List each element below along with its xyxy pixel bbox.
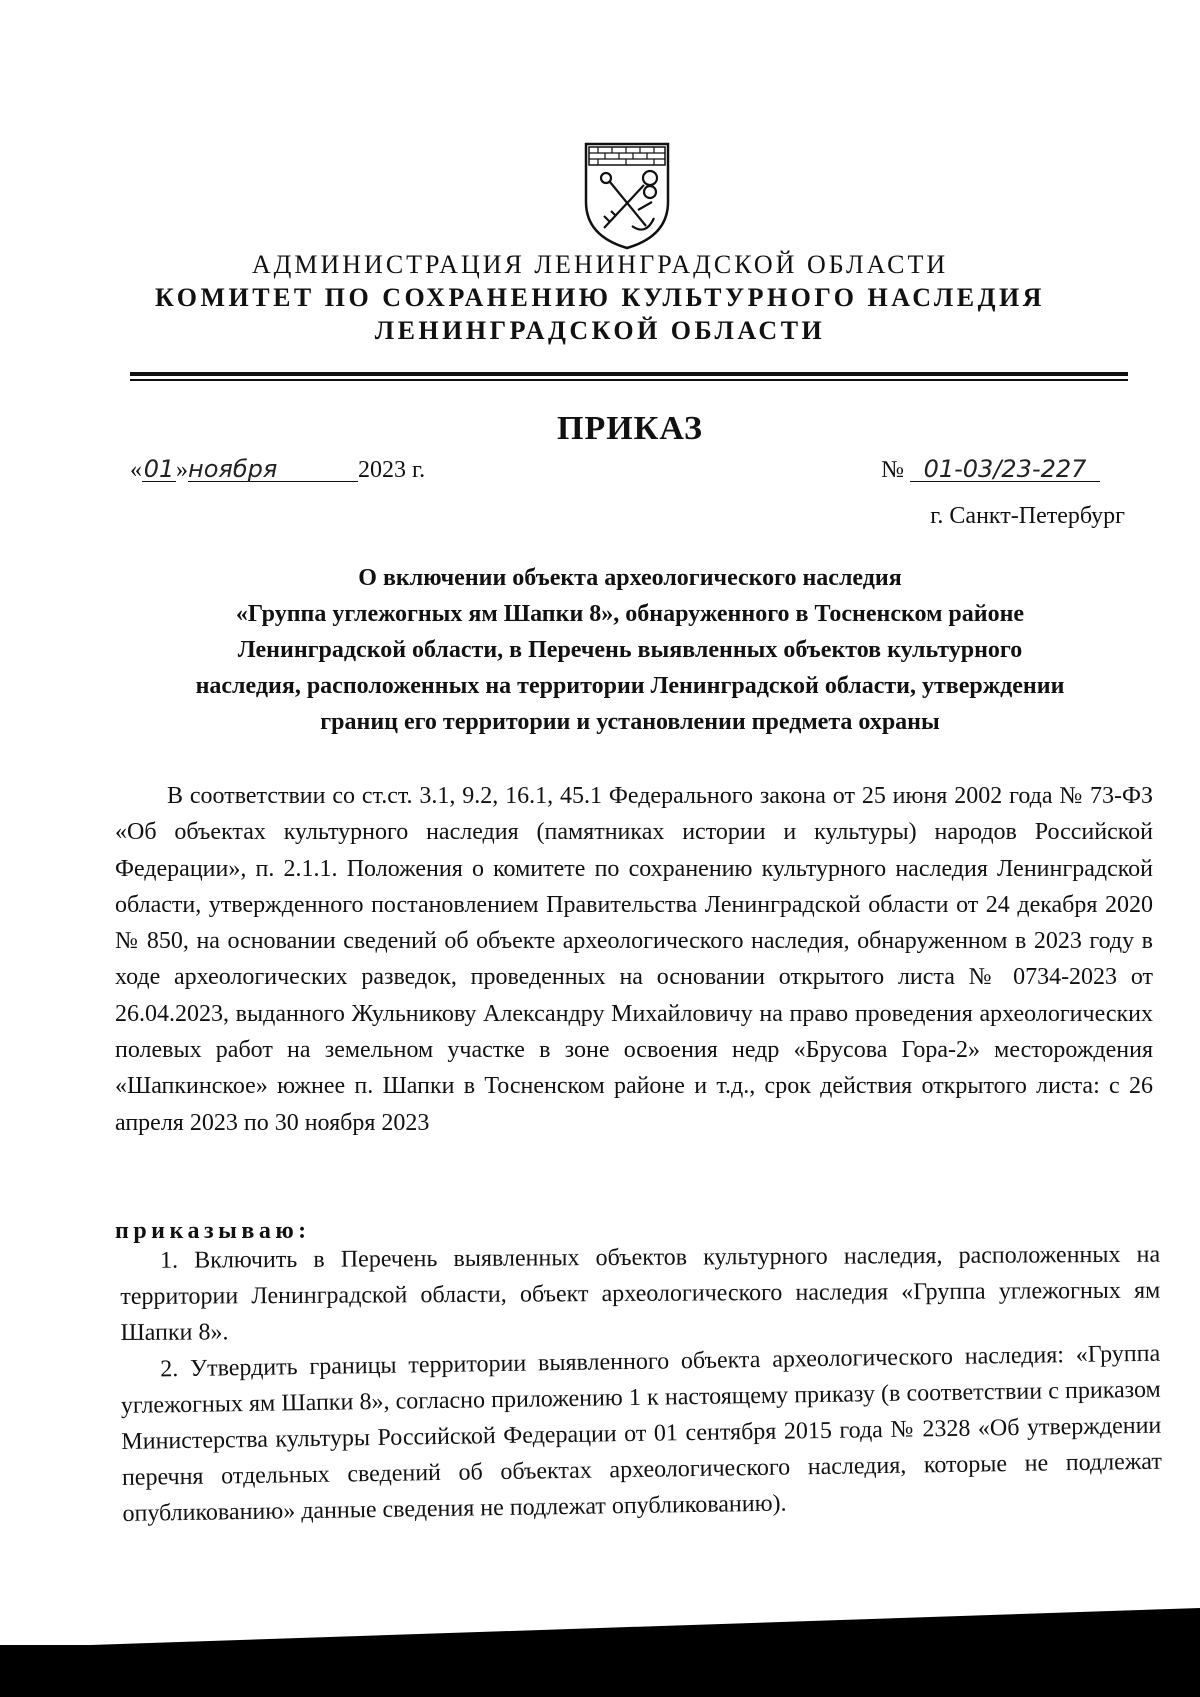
order-command: приказываю: — [115, 1218, 311, 1244]
subject-line: О включении объекта археологического наследия — [358, 565, 902, 591]
document-title: ПРИКАЗ — [557, 410, 703, 447]
order-item-2: 2. Утвердить границы территории выявленного объекта археологического наследия: «Группа углежогных ям Шапки 8», согласно приложению 1 к настоящему приказу (в соответствии с приказом Министерства культуры Российской Федерации от 01 сентября 2015 года № 2328 «Об утверждении перечня отдельных сведений об объектах археологического наследия, которые не подлежат опубликованию» данные сведения не подлежат опубликованию). — [120, 1340, 1163, 1527]
subject-line: Ленинградской области, в Перечень выявленных объектов культурного — [237, 637, 1023, 663]
order-subject — [110, 560, 1150, 740]
committee-region: ЛЕНИНГРАДСКОЙ ОБЛАСТИ — [374, 316, 826, 345]
date-month: ноября — [188, 457, 358, 482]
date-open-quote: « — [130, 457, 142, 483]
committee-name: КОМИТЕТ ПО СОХРАНЕНИЮ КУЛЬТУРНОГО НАСЛЕДИЯ — [155, 283, 1045, 312]
coat-of-arms-icon — [580, 140, 674, 252]
subject-line: «Группа углежогных ям Шапки 8», обнаруженного в Тосненском районе — [235, 601, 1025, 627]
preamble-paragraph: В соответствии со ст.ст. 3.1, 9.2, 16.1, 45.1 Федерального закона от 25 июня 2002 года № 73-ФЗ «Об объектах культурного наследия (памятниках истории и культуры) народов Российской Федерации», п. 2.1.1. Положения о комитете по сохранению культурного наследия Ленинградской области, утвержденного постановлением Правительства Ленинградской области от 24 декабря 2020 № 850, на основании сведений об объекте археологического наследия, обнаруженном в 2023 году в ходе археологических разведок, проведенных на основании открытого листа № 0734-2023 от 26.04.2023, выданного Жульникову Александру Михайловичу на право проведения археологических полевых работ на земельном участке в зоне освоения недр «Брусова Гора-2» месторождения «Шапкинское» южнее п. Шапки в Тосненском районе и т.д., срок действия открытого листа: с 26 апреля 2023 по 30 ноября 2023 — [115, 783, 1153, 1136]
subject-line: наследия, расположенных на территории Ленинградской области, утверждении — [195, 673, 1065, 699]
order-date — [130, 457, 425, 484]
agency-name: АДМИНИСТРАЦИЯ ЛЕНИНГРАДСКОЙ ОБЛАСТИ — [251, 250, 949, 279]
subject-line: границ его территории и установлении предмета охраны — [320, 709, 940, 735]
header-divider-thin — [130, 379, 1128, 381]
number-label: № — [881, 457, 904, 483]
header-divider-thick — [130, 372, 1128, 376]
date-close-quote: » — [176, 457, 188, 483]
number-value: 01-03/23-227 — [910, 457, 1100, 482]
scan-edge-shadow — [0, 1608, 1200, 1648]
date-year: 2023 г. — [358, 457, 426, 483]
order-item-1: 1. Включить в Перечень выявленных объектов культурного наследия, расположенных на территории Ленинградской области, объект археологического наследия «Группа углежогных ям Шапки 8». — [120, 1241, 1161, 1346]
order-number — [881, 457, 1100, 484]
document-city: г. Санкт-Петербург — [930, 503, 1125, 529]
date-day: 01 — [143, 455, 175, 483]
scan-edge-band — [0, 1645, 1200, 1697]
